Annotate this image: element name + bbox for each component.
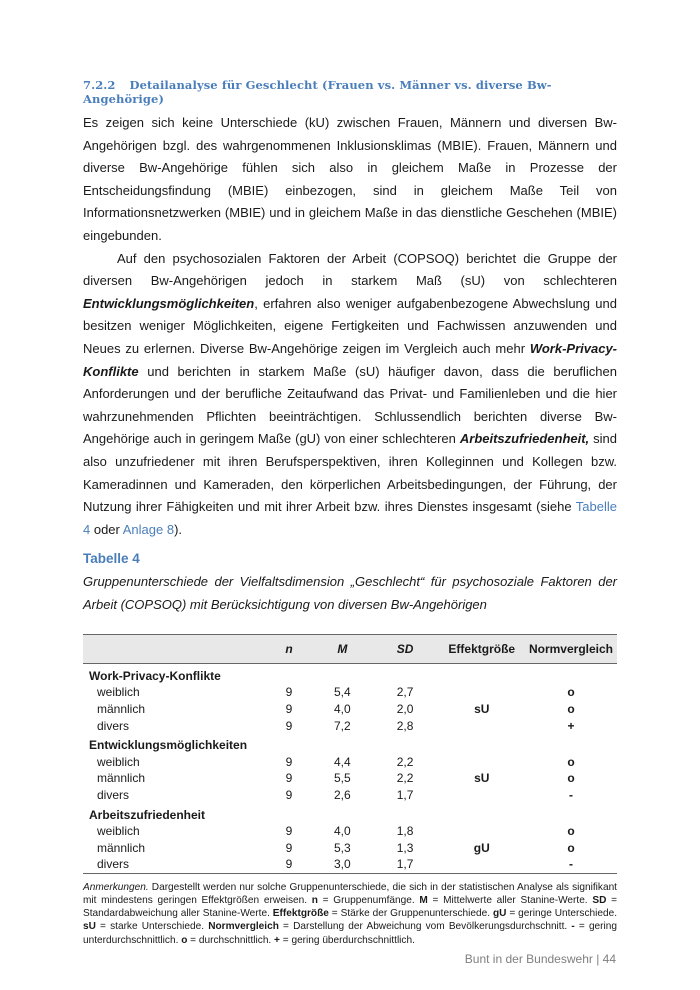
table-row [83, 717, 617, 734]
row-label: weiblich [97, 685, 140, 700]
cell-m: 7,2 [334, 718, 351, 733]
cell-sd: 2,2 [396, 754, 414, 769]
cell-sd: 1,7 [372, 856, 439, 873]
cell-sd: 1,7 [396, 787, 414, 802]
cell-m: 4,4 [334, 754, 351, 769]
table-row [83, 770, 617, 787]
cell-sd: 1,8 [396, 824, 414, 839]
notes-def-o: = durchschnittlich. [187, 934, 275, 946]
cell-n: 9 [285, 787, 293, 802]
cell-m: 2,6 [334, 787, 351, 802]
cell-sd: 2,2 [396, 771, 414, 786]
notes-key-sd: SD [592, 894, 607, 906]
notes-def-minus: = gering unterdurchschnittlich. [83, 921, 618, 946]
notes-def-norm: = Darstellung der Abweichung vom Bevölkerungsdurchschnitt. [278, 921, 572, 933]
cell-norm: o [567, 771, 575, 786]
cell-effect [439, 717, 525, 734]
notes-def-plus: = gering überdurchschnittlich. [279, 934, 415, 946]
header-sd: SD [372, 635, 439, 664]
cell-norm: o [567, 685, 575, 700]
page-footer: Bunt in der Bundeswehr | 44 [464, 952, 616, 966]
cell-effect [439, 787, 525, 804]
notes-def-n: = Gruppenumfänge. [317, 894, 420, 906]
header-m: M [313, 635, 371, 664]
table-row [83, 839, 617, 856]
cell-m: 4,0 [334, 824, 351, 839]
table-header-row [83, 635, 617, 664]
cell-norm: - [568, 787, 573, 802]
table-row [83, 701, 617, 718]
row-label: männlich [97, 840, 146, 855]
cell-effect: sU [474, 701, 490, 716]
cell-norm: o [567, 701, 575, 716]
paragraph-1: Es zeigen sich keine Unterschiede (kU) zwischen Frauen, Männern und diversen Bw-Angehörigen bzgl. des wahrgenommenen Inklusionsklimas (MBIE). Frauen, Männern und diverse Bw-Angehörige fühlen sich also in gleichem Maße in Prozesse der Entscheidungsfindung (MBIE) einbezogen, sind in gleichem Maße Teil von Informationsnetzwerken (MBIE) und in gleichem Maße in das dienstliche Geschehen (MBIE) eingebunden. [83, 115, 617, 243]
notes-key-n: n [311, 894, 318, 906]
para2-text-4: sind also unzufriedener mit ihren Berufsperspektiven, ihren Kolleginnen und Kollegen bzw. Kameradinnen und Kameraden, den körperlichen Arbeitsbedingungen, der Führung, der Nutzung ihrer Fähigkeiten und mit ihrer Arbeit bzw. ihres Dienstes insgesamt (siehe [83, 431, 617, 515]
table-row [83, 823, 617, 840]
row-label: männlich [97, 771, 146, 786]
row-label: weiblich [97, 824, 140, 839]
cell-effect [439, 823, 525, 840]
cell-effect: sU [474, 771, 490, 786]
notes-text: Dargestellt werden nur solche Gruppenunterschiede, die sich in der statistischen Analyse als signifikant mit mindestens geringen Effektgrößen erweisen. [83, 881, 617, 906]
cell-n: 9 [285, 840, 293, 855]
cell-norm: + [567, 718, 575, 733]
cell-sd: 2,8 [396, 718, 414, 733]
cell-n: 9 [285, 824, 293, 839]
group-label: Work-Privacy-Konflikte [89, 668, 221, 683]
cell-m: 5,5 [334, 771, 351, 786]
cell-n: 9 [285, 771, 293, 786]
cell-m: 5,3 [334, 840, 351, 855]
row-label: divers [97, 718, 130, 733]
cell-effect [439, 753, 525, 770]
para2-emphasis-wpk: Work-Privacy-Konflikte [83, 340, 617, 379]
cell-n: 9 [285, 701, 293, 716]
table-row [83, 753, 617, 770]
group-row [83, 664, 617, 684]
para2-text-1: Auf den psychosozialen Faktoren der Arbeit (COPSOQ) berichtet die Gruppe der diversen Bw-Angehörigen jedoch in starkem Maß (sU) von schlechteren [83, 250, 617, 289]
table-title: Tabelle 4 [83, 551, 140, 567]
cell-n: 9 [285, 685, 293, 700]
header-n: n [265, 635, 313, 664]
notes-key-o: o [181, 934, 188, 946]
para2-text-5: oder [90, 521, 123, 537]
table-caption: Gruppenunterschiede der Vielfaltsdimension „Geschlecht“ für psychosoziale Faktoren der Arbeit (COPSOQ) mit Berücksichtigung von diversen Bw-Angehörigen [83, 574, 617, 612]
link-tabelle-4[interactable]: Tabelle 4 [83, 499, 617, 537]
table-row [83, 856, 617, 873]
table-body [83, 664, 617, 873]
notes-key-gu: gU [492, 908, 507, 920]
para2-emphasis-zufriedenheit: Arbeitszufriedenheit, [459, 431, 590, 447]
group-label: Arbeitszufriedenheit [89, 807, 206, 822]
notes-key-minus: - [571, 921, 575, 933]
notes-def-m: = Mittelwerte aller Stanine-Werte. [427, 894, 593, 906]
cell-effect: gU [473, 840, 490, 855]
section-heading [83, 78, 617, 106]
group-label: Entwicklungsmöglichkeiten [89, 738, 248, 753]
notes-key-effekt: Effektgröße [272, 908, 329, 920]
table-notes [83, 881, 617, 947]
para2-emphasis-entwicklung: Entwicklungsmöglichkeiten [83, 295, 255, 311]
notes-def-effekt: = Stärke der Gruppenunterschiede. [328, 908, 493, 920]
notes-key-su: sU [83, 921, 96, 933]
cell-m: 5,4 [334, 685, 351, 700]
cell-norm: - [525, 856, 617, 873]
cell-n: 9 [285, 718, 293, 733]
cell-sd: 2,0 [396, 701, 414, 716]
notes-key-norm: Normvergleich [208, 921, 279, 933]
table-row [83, 684, 617, 701]
notes-key-plus: + [274, 934, 280, 946]
cell-norm: o [567, 840, 575, 855]
group-row [83, 734, 617, 754]
row-label: divers [97, 787, 130, 802]
header-effektgroesse: Effektgröße [439, 635, 525, 664]
paragraph-2 [83, 248, 617, 542]
header-empty [83, 635, 265, 664]
cell-sd: 2,7 [396, 685, 414, 700]
row-label: weiblich [97, 754, 140, 769]
section-title: Detailanalyse für Geschlecht (Frauen vs. Männer vs. diverse Bw-Angehörige) [83, 78, 552, 106]
section-number: 7.2.2 [83, 78, 116, 92]
results-table [83, 634, 617, 873]
notes-def-su: = starke Unterschiede. [95, 921, 209, 933]
para2-text-6: ). [174, 521, 183, 537]
para2-text-3: und berichten in starkem Maße (sU) häufiger davon, dass die beruflichen Anforderungen und der berufliche Zeitaufwand das Privat- und Familienleben und die hier wahrzunehmenden Pflichten beeinträchtigen. Schlussendlich berichten diverse Bw-Angehörige auch in geringem Maße (gU) von einer schlechteren [83, 363, 617, 447]
cell-m: 3,0 [313, 856, 371, 873]
cell-m: 4,0 [334, 701, 351, 716]
notes-key-m: M [419, 894, 428, 906]
row-label: divers [83, 856, 265, 873]
group-row [83, 803, 617, 823]
notes-intro: Anmerkungen. [83, 881, 149, 893]
cell-n: 9 [285, 754, 293, 769]
cell-sd: 1,3 [396, 840, 414, 855]
cell-effect [439, 856, 525, 873]
header-normvergleich: Normvergleich [525, 635, 617, 664]
page-content [83, 78, 617, 947]
cell-effect [439, 684, 525, 701]
table-row [83, 787, 617, 804]
cell-norm: o [567, 824, 575, 839]
para2-text-2: , erfahren also weniger aufgabenbezogene Abwechslung und besitzen weniger Möglichkeiten, eigene Fertigkeiten und Fachwissen anzuwenden und Neues zu erlernen. Diverse Bw-Angehörige zeigen im Vergleich auch mehr [83, 295, 617, 356]
link-anlage-8[interactable]: Anlage 8 [122, 521, 175, 537]
row-label: männlich [97, 701, 146, 716]
cell-norm: o [567, 754, 575, 769]
notes-def-gu: = geringe Unterschiede. [506, 908, 618, 920]
notes-def-sd: = Standardabweichung aller Stanine-Werte. [83, 894, 617, 920]
cell-n: 9 [265, 856, 313, 873]
